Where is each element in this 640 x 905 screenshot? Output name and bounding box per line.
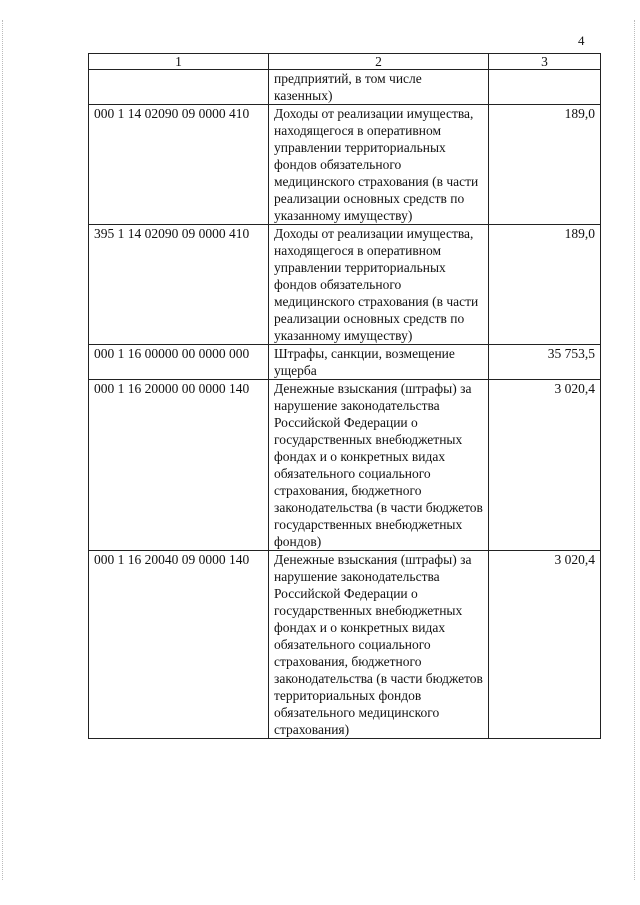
row-code: 000 1 16 20040 09 0000 140 <box>89 551 269 739</box>
table-header-row <box>89 54 601 70</box>
table-row <box>89 105 601 225</box>
column-header-amount: 3 <box>489 54 601 70</box>
column-header-description: 2 <box>269 54 489 70</box>
row-amount: 35 753,5 <box>489 345 601 380</box>
column-header-code: 1 <box>89 54 269 70</box>
table-row <box>89 70 601 105</box>
row-code: 000 1 14 02090 09 0000 410 <box>89 105 269 225</box>
row-description: Штрафы, санкции, возмещение ущерба <box>269 345 489 380</box>
table-row <box>89 551 601 739</box>
row-amount: 3 020,4 <box>489 551 601 739</box>
row-description: Денежные взыскания (штрафы) за нарушение законодательства Российской Федерации о государственных внебюджетных фондах и о конкретных видах обязательного социального страхования, бюджетного законодательства (в части бюджетов государственных внебюджетных фондов) <box>269 380 489 551</box>
row-description: предприятий, в том числе казенных) <box>269 70 489 105</box>
row-description: Денежные взыскания (штрафы) за нарушение законодательства Российской Федерации о государственных внебюджетных фондах и о конкретных видах обязательного социального страхования, бюджетного законодательства (в части бюджетов территориальных фондов обязательного медицинского страхования) <box>269 551 489 739</box>
row-amount: 189,0 <box>489 105 601 225</box>
row-code: 395 1 14 02090 09 0000 410 <box>89 225 269 345</box>
row-code: 000 1 16 00000 00 0000 000 <box>89 345 269 380</box>
scan-edge-right <box>634 20 636 880</box>
revenue-table <box>88 53 601 739</box>
table-row <box>89 380 601 551</box>
row-amount: 189,0 <box>489 225 601 345</box>
row-amount: 3 020,4 <box>489 380 601 551</box>
table-row <box>89 345 601 380</box>
row-amount <box>489 70 601 105</box>
row-description: Доходы от реализации имущества, находящегося в оперативном управлении территориальных фондов обязательного медицинского страхования (в части реализации основных средств по указанному имуществу) <box>269 105 489 225</box>
scan-edge-left <box>2 20 4 880</box>
row-description: Доходы от реализации имущества, находящегося в оперативном управлении территориальных фондов обязательного медицинского страхования (в части реализации основных средств по указанному имуществу) <box>269 225 489 345</box>
row-code <box>89 70 269 105</box>
table-row <box>89 225 601 345</box>
page-number: 4 <box>578 33 585 48</box>
row-code: 000 1 16 20000 00 0000 140 <box>89 380 269 551</box>
